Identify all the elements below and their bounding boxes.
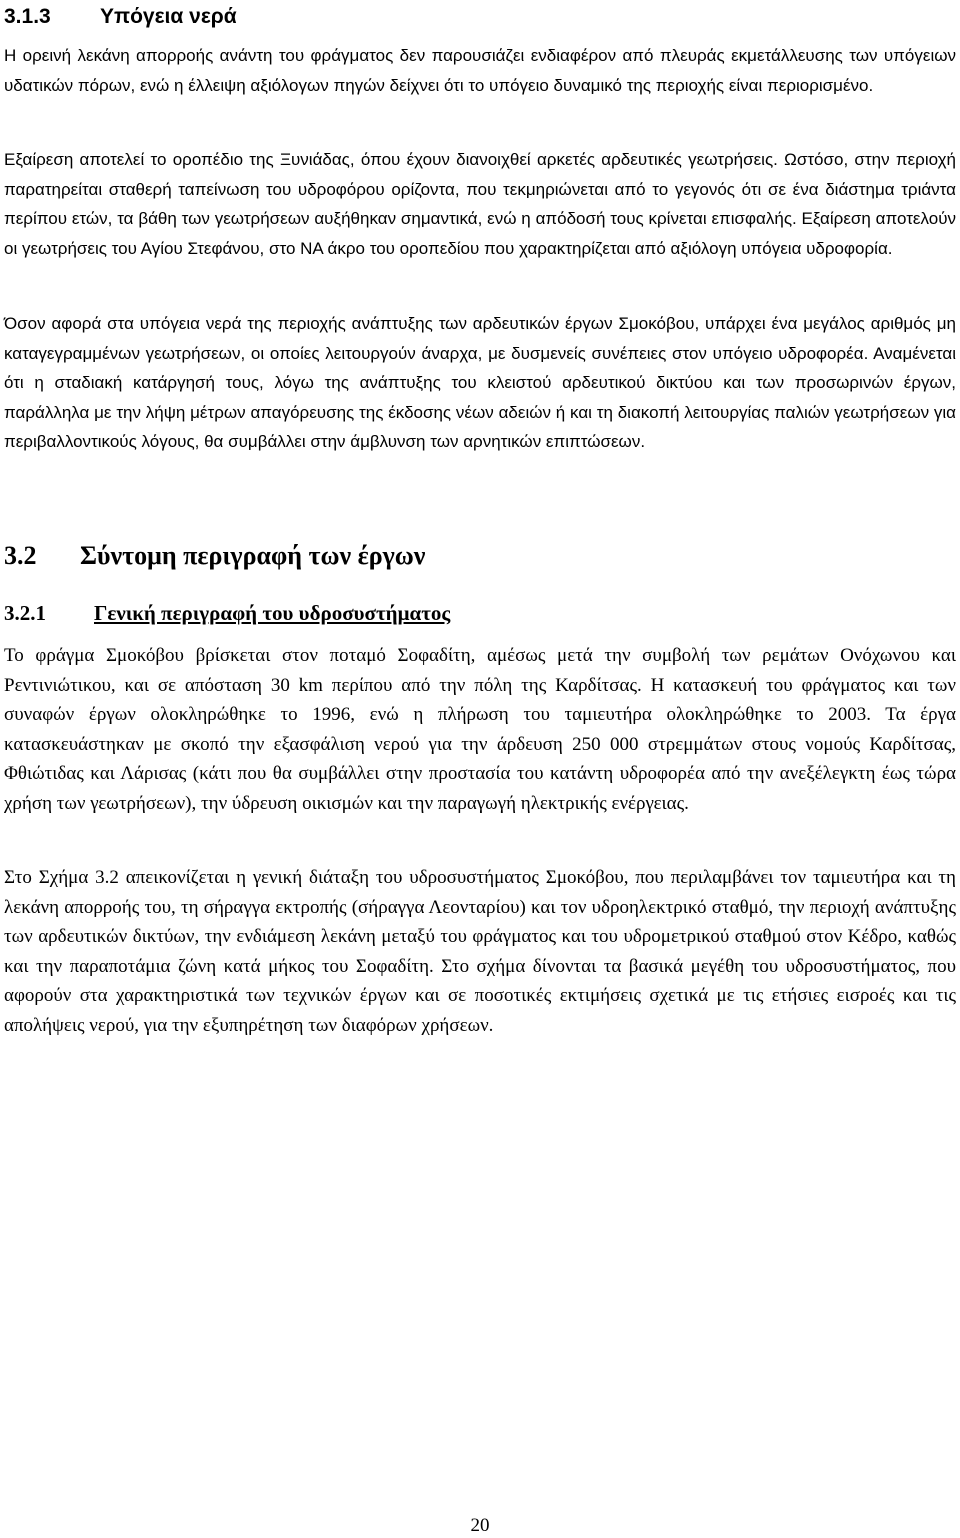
section-title: Υπόγεια νερά: [100, 5, 237, 28]
paragraph-upstream-basin: [4, 41, 956, 100]
paragraph-text: Η ορεινή λεκάνη απορροής ανάντη του φράγματος δεν παρουσιάζει ενδιαφέρον από πλευράς εκμετάλλευσης των υπόγειων υδατικών πόρων, ενώ η έλλειψη αξιόλογων πηγών δείχνει ότι το υπόγειο δυναμικό της περιοχής είναι περιορισμένο.: [4, 46, 956, 95]
paragraph-text: Εξαίρεση αποτελεί το οροπέδιο της Ξυνιάδας, όπου έχουν διανοιχθεί αρκετές αρδευτικές γεωτρήσεις. Ωστόσο, στην περιοχή παρατηρείται σταθερή ταπείνωση του υδροφόρου ορίζοντα, που τεκμηριώνεται από το γεγονός ότι σε ένα διάστημα τριάντα περίπου ετών, τα βάθη των γεωτρήσεων αυξήθηκαν σημαντικά, ενώ η απόδοσή τους κρίνεται επισφαλής. Εξαίρεση αποτελούν οι γεωτρήσεις του Αγίου Στεφάνου, στο ΝΑ άκρο του οροπεδίου που χαρακτηρίζεται από αξιόλογη υπόγεια υδροφορία.: [4, 150, 956, 258]
paragraph-smokovo-dam: [4, 641, 956, 818]
section-title: Γενική περιγραφή του υδροσυστήματος: [94, 601, 451, 625]
paragraph-text: Όσον αφορά στα υπόγεια νερά της περιοχής ανάπτυξης των αρδευτικών έργων Σμοκόβου, υπάρχει ένα μεγάλος αριθμός μη καταγεγραμμένων γεωτρήσεων, οι οποίες λειτουργούν άναρχα, με δυσμενείς συνέπειες στον υπόγειο υδροφορέα. Αναμένεται ότι η σταδιακή κατάργησή τους, λόγω της ανάπτυξης του κλειστού αρδευτικού δικτύου και των προσωρινών έργων, παράλληλα με την λήψη μέτρων απαγόρευσης της έκδοσης νέων αδειών ή και τη διακοπή λειτουργίας παλιών γεωτρήσεων για περιβαλλοντικούς λόγους, θα συμβάλλει στην άμβλυνση των αρνητικών επιπτώσεων.: [4, 314, 956, 451]
paragraph-figure-3-2: [4, 863, 956, 1040]
heading-brief-description: [4, 540, 956, 572]
paragraph-text: Στο Σχήμα 3.2 απεικονίζεται η γενική διάταξη του υδροσυστήματος Σμοκόβου, που περιλαμβάνει τον ταμιευτήρα και τη λεκάνη απορροής του, τη σήραγγα εκτροπής (σήραγγα Λεονταρίου) και τον υδροηλεκτρικό σταθμό, την περιοχή ανάπτυξης των αρδευτικών δικτύων, την ενδιάμεση λεκάνη μεταξύ του φράγματος και του υδρομετρικού σταθμού στον Κέδρο, καθώς και την παραποτάμια ζώνη κατά μήκος του Σοφαδίτη. Στο σχήμα δίνονται τα βασικά μεγέθη του υδροσυστήματος, που αφορούν στα χαρακτηριστικά των τεχνικών έργων και σε ποσοτικές εκτιμήσεις σχετικά με τις ετήσιες εισροές και τις απολήψεις νερού, για την εξυπηρέτηση των διαφόρων χρήσεων.: [4, 867, 956, 1036]
heading-general-description: [4, 598, 956, 628]
paragraph-smokovo-groundwater: [4, 309, 956, 457]
heading-underground-water: [4, 2, 956, 32]
section-title: Σύντομη περιγραφή των έργων: [80, 541, 426, 570]
section-heading-3-2-1: [4, 598, 956, 628]
section-heading-3-1-3: [4, 2, 956, 32]
paragraph-xyniada-plateau: [4, 145, 956, 263]
section-number: 3.1.3: [4, 5, 51, 28]
paragraph-text: Το φράγμα Σμοκόβου βρίσκεται στον ποταμό Σοφαδίτη, αμέσως μετά την συμβολή των ρεμάτων Ονόχωνου και Ρεντινιώτικου, και σε απόσταση 30 km περίπου από την πόλη της Καρδίτσας. Η κατασκευή του φράγματος και των συναφών έργων ολοκληρώθηκε το 1996, ενώ η πλήρωση του ταμιευτήρα ολοκληρώθηκε το 2003. Τα έργα κατασκευάστηκαν με σκοπό την εξασφάλιση νερού για την άρδευση 250 000 στρεμμάτων στους νομούς Καρδίτσας, Φθιώτιδας και Λάρισας (κάτι που θα συμβάλλει στην προστασία του κατάντη υδροφορέα από την ανεξέλεγκτη έως τώρα χρήση των γεωτρήσεων), την ύδρευση οικισμών και την παραγωγή ηλεκτρικής ενέργειας.: [4, 645, 956, 814]
section-heading-3-2: [4, 540, 956, 572]
page-number: 20: [470, 1515, 490, 1536]
section-number: 3.2.1: [4, 601, 46, 625]
section-number: 3.2: [4, 541, 37, 570]
